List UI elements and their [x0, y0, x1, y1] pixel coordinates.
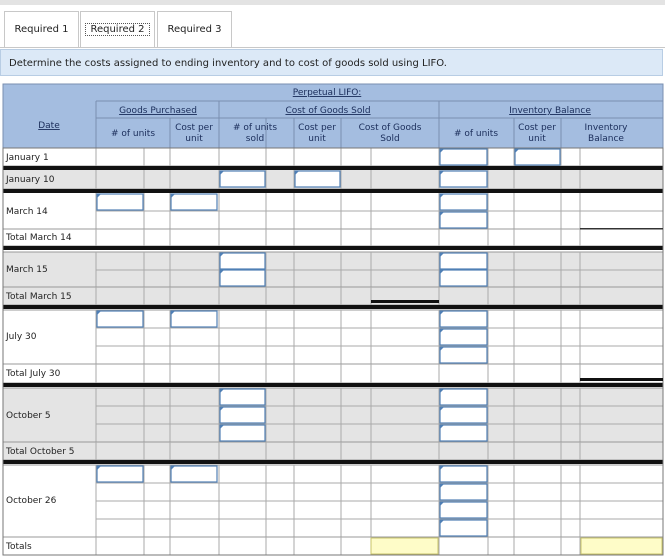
units-sold-input[interactable] — [220, 389, 265, 405]
col-cogs-total: Sold — [380, 134, 400, 144]
inventory-units-input[interactable] — [440, 466, 487, 482]
inventory-units-input[interactable] — [440, 329, 487, 345]
purchased-cost-input[interactable] — [171, 194, 217, 210]
group-goods-purchased: Goods Purchased — [119, 106, 197, 116]
inventory-units-input[interactable] — [440, 425, 487, 441]
tab-label: Required 3 — [167, 24, 222, 35]
col-inventory-units: # of units — [453, 129, 499, 139]
inventory-units-input[interactable] — [440, 484, 487, 500]
col-inventory-cost-per-unit: unit — [528, 134, 546, 144]
units-sold-input[interactable] — [220, 270, 265, 286]
units-sold-input[interactable] — [220, 407, 265, 423]
table-row — [3, 388, 663, 442]
inventory-units-input[interactable] — [440, 389, 487, 405]
col-units-sold: sold — [245, 134, 265, 144]
col-purchased-cost-per-unit: Cost per — [175, 123, 213, 133]
row-label: Total March 15 — [6, 292, 72, 302]
cell-border — [580, 378, 663, 381]
section-separator — [3, 460, 663, 464]
col-date: Date — [38, 121, 60, 131]
cogs-cost-input[interactable] — [295, 171, 340, 187]
inventory-units-input[interactable] — [440, 212, 487, 228]
inventory-units-input[interactable] — [440, 171, 487, 187]
col-inventory-cost-per-unit: Cost per — [518, 123, 556, 133]
row-label: March 15 — [6, 265, 48, 275]
col-purchased-cost-per-unit: unit — [185, 134, 203, 144]
group-inventory-balance: Inventory Balance — [509, 106, 591, 116]
units-sold-input[interactable] — [220, 171, 265, 187]
row-label: March 14 — [6, 207, 48, 217]
purchased-units-input[interactable] — [97, 311, 143, 327]
section-separator — [3, 166, 663, 170]
purchased-cost-input[interactable] — [171, 311, 217, 327]
col-cogs-total: Cost of Goods — [358, 123, 422, 133]
section-separator — [3, 189, 663, 193]
inventory-units-input[interactable] — [440, 520, 487, 536]
purchased-units-input[interactable] — [97, 194, 143, 210]
row-label: Total July 30 — [6, 369, 61, 379]
purchased-units-input[interactable] — [97, 466, 143, 482]
instruction-text: Determine the costs assigned to ending inventory and to cost of goods sold using LIFO. — [9, 58, 447, 69]
units-sold-input[interactable] — [220, 253, 265, 269]
inventory-units-input[interactable] — [440, 502, 487, 518]
cell-border — [371, 300, 439, 303]
col-inventory-balance: Inventory — [584, 123, 628, 133]
table-row — [3, 537, 663, 555]
row-label: Totals — [6, 542, 32, 552]
section-separator — [3, 305, 663, 309]
col-inventory-balance: Balance — [588, 134, 624, 144]
cell-border — [580, 228, 663, 230]
col-units-sold: # of units — [232, 123, 278, 133]
inventory-cost-input[interactable] — [515, 149, 560, 165]
col-cogs-cost-per-unit: Cost per — [298, 123, 336, 133]
row-label: October 26 — [6, 496, 57, 506]
group-cost-of-goods-sold: Cost of Goods Sold — [285, 106, 371, 116]
purchased-cost-input[interactable] — [171, 466, 217, 482]
tab-label: Required 2 — [85, 23, 149, 36]
col-cogs-cost-per-unit: unit — [308, 134, 326, 144]
table-row — [3, 229, 663, 246]
row-label: Total March 14 — [6, 233, 72, 243]
row-label: July 30 — [6, 332, 37, 342]
inventory-units-input[interactable] — [440, 253, 487, 269]
inventory-units-input[interactable] — [440, 311, 487, 327]
inventory-units-input[interactable] — [440, 347, 487, 363]
col-purchased-units: # of units — [110, 129, 156, 139]
table-row — [3, 364, 663, 383]
row-label: January 10 — [6, 175, 55, 185]
row-label: Total October 5 — [6, 447, 75, 457]
total-inventory-balance-cell — [581, 538, 662, 554]
tab-label: Required 1 — [14, 24, 69, 35]
inventory-units-input[interactable] — [440, 407, 487, 423]
inventory-units-input[interactable] — [440, 149, 487, 165]
table-title: Perpetual LIFO: — [292, 88, 362, 98]
units-sold-input[interactable] — [220, 425, 265, 441]
table-row — [3, 148, 663, 166]
section-separator — [3, 383, 663, 387]
inventory-units-input[interactable] — [440, 270, 487, 286]
table-row — [3, 287, 663, 305]
section-separator — [3, 246, 663, 250]
row-label: January 1 — [6, 153, 49, 163]
row-label: October 5 — [6, 411, 51, 421]
inventory-units-input[interactable] — [440, 194, 487, 210]
table-row — [3, 442, 663, 460]
total-cogs-cell — [371, 538, 438, 554]
